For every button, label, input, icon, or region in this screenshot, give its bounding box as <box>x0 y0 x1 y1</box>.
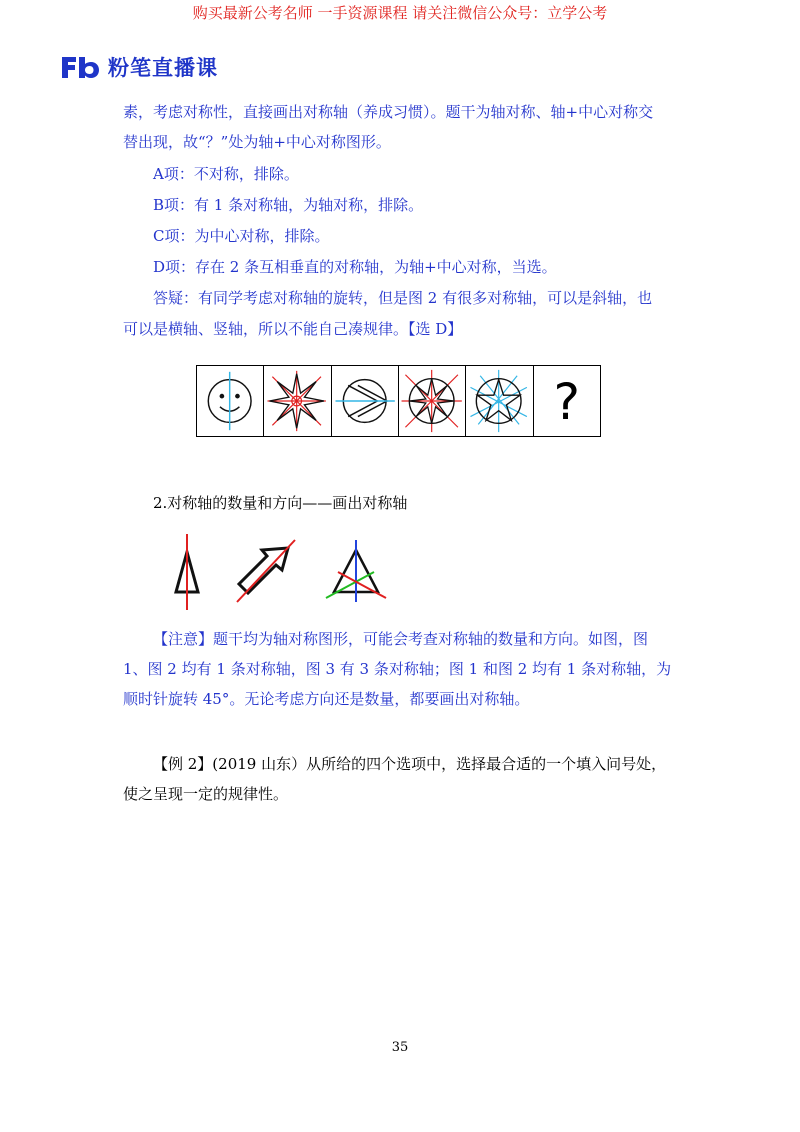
note-line-3: 顺时针旋转 45°。无论考虑方向还是数量，都要画出对称轴。 <box>123 690 530 708</box>
eight-point-star-icon <box>264 366 330 436</box>
note-line-2: 1、图 2 均有 1 条对称轴，图 3 有 3 条对称轴；图 1 和图 2 均有 1 条对称轴，为 <box>123 660 672 678</box>
note-line-1: 【注意】题干均为轴对称图形，可能会考查对称轴的数量和方向。如图，图 <box>153 630 649 648</box>
option-b: B项：有 1 条对称轴，为轴对称，排除。 <box>153 196 424 214</box>
puzzle-cell-question <box>534 366 600 436</box>
example-line-2: 使之呈现一定的规律性。 <box>123 785 289 803</box>
triangle-arrow-figure <box>176 534 198 610</box>
answer-line-1: 答疑：有同学考虑对称轴的旋转，但是图 2 有很多对称轴，可以是斜轴，也 <box>153 289 653 307</box>
header-banner: 购买最新公考名师 一手资源课程 请关注微信公众号：立学公考 <box>192 4 608 22</box>
example-line-1: 【例 2】(2019 山东）从所给的四个选项中，选择最合适的一个填入问号处， <box>153 755 667 773</box>
puzzle-cell-star-in-circle <box>399 366 466 436</box>
brand-logo <box>60 52 218 82</box>
smiley-face-icon <box>197 366 263 436</box>
section-2-title: 2.对称轴的数量和方向——画出对称轴 <box>153 494 408 512</box>
star-in-circle-icon <box>399 366 465 436</box>
puzzle-cell-circle-chevron <box>332 366 399 436</box>
page-number: 35 <box>391 1040 409 1055</box>
option-a: A项：不对称，排除。 <box>153 165 299 183</box>
brand-name: 粉笔直播课 <box>108 56 218 80</box>
puzzle-cell-red-star <box>264 366 331 436</box>
intro-line-2: 替出现，故“？”处为轴+中心对称图形。 <box>123 133 391 151</box>
intro-line-1: 素，考虑对称性，直接画出对称轴（养成习惯）。题干为轴对称、轴+中心对称交 <box>123 103 654 121</box>
puzzle-figure-row <box>196 365 601 437</box>
question-mark: ? <box>553 373 581 431</box>
fb-logo-icon <box>60 54 100 80</box>
triangle-three-axes-figure <box>326 540 386 602</box>
option-d: D项：存在 2 条互相垂直的对称轴，为轴+中心对称，当选。 <box>153 258 557 276</box>
circle-chevron-icon <box>332 366 398 436</box>
diagonal-arrow-figure <box>237 540 295 602</box>
puzzle-cell-smiley <box>197 366 264 436</box>
puzzle-cell-pentagram-circle <box>466 366 533 436</box>
symmetry-axis-figures <box>150 532 410 612</box>
option-c: C项：为中心对称，排除。 <box>153 227 330 245</box>
answer-line-2: 可以是横轴、竖轴，所以不能自己凑规律。【选 D】 <box>123 320 463 338</box>
pentagram-circle-icon <box>466 366 532 436</box>
